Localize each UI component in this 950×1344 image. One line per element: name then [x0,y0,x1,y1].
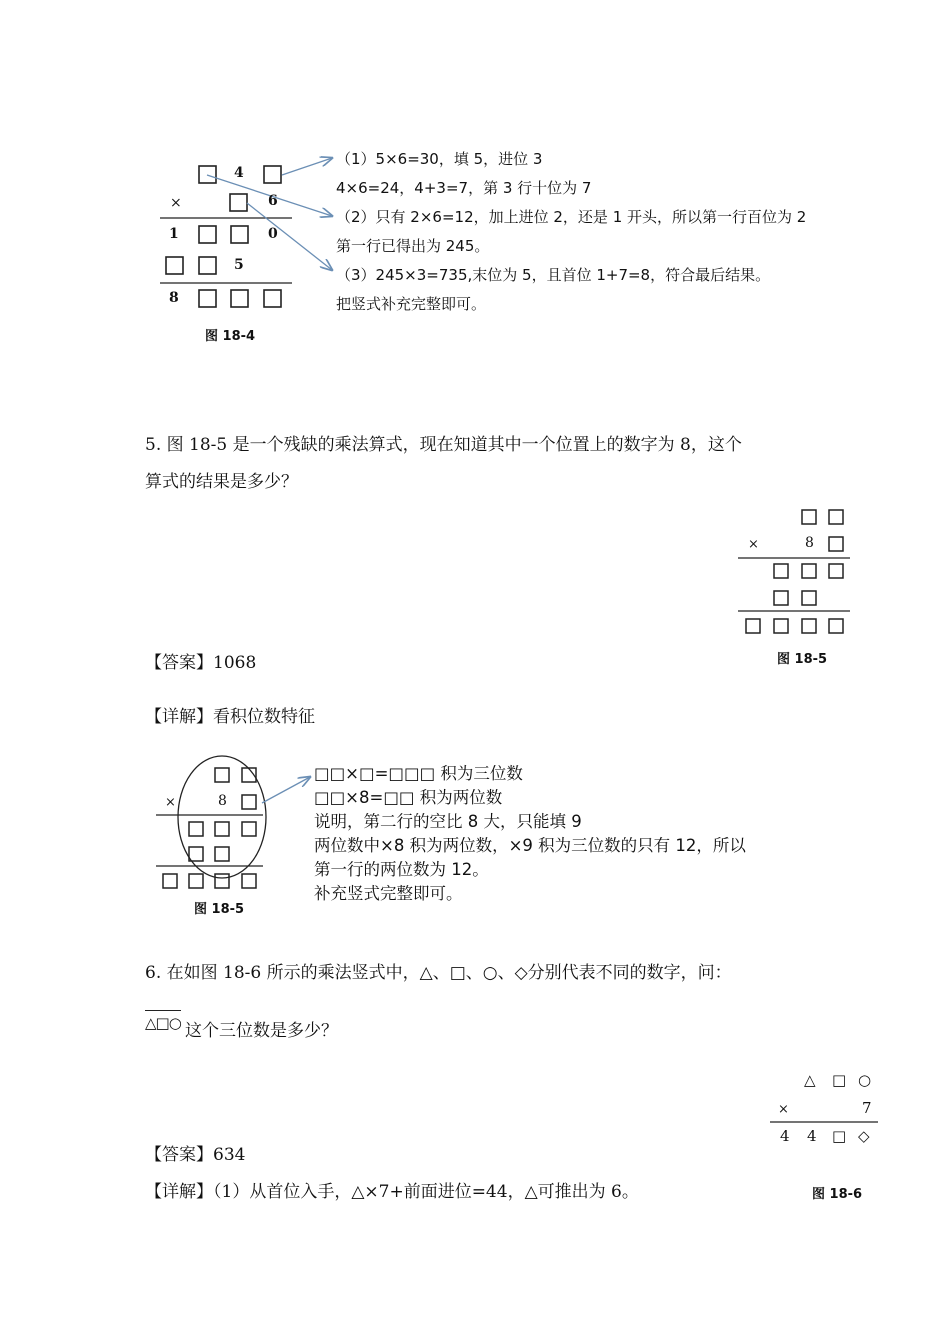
result-digit: 4 [780,1127,790,1145]
answer-6: 【答案】634 [145,1145,246,1165]
figure-caption: 图 18-5 [194,902,245,917]
question-6-line-1: 6. 在如图 18-6 所示的乘法竖式中，△、□、○、◇分别代表不同的数字，问： [145,963,732,983]
note-line: 4×6=24，4+3=7，第 3 行十位为 7 [336,179,592,197]
note-line: （3）245×3=735,末位为 5，且首位 1+7=8，符合最后结果。 [336,266,771,284]
question-6-line-2: 这个三位数是多少？ [185,1021,338,1041]
figure-caption: 图 18-5 [777,652,828,667]
detail-5: 【详解】看积位数特征 [145,707,315,727]
note-line: （1）5×6=30，填 5，进位 3 [336,150,543,168]
figure-caption: 图 18-6 [812,1187,863,1202]
times-sign: × [748,537,759,552]
note-line: 补充竖式完整即可。 [314,884,463,903]
digit: 8 [218,793,227,809]
overlined-symbols: △□○ [145,1010,181,1032]
answer-5: 【答案】1068 [145,653,257,673]
square-symbol: □ [832,1071,847,1089]
digit: 4 [234,165,244,181]
times-sign: × [778,1102,789,1117]
digit: 5 [234,257,244,273]
figure-caption: 图 18-4 [205,329,256,344]
note-line: （2）只有 2×6=12，加上进位 2，还是 1 开头，所以第一行百位为 2 [336,208,807,226]
note-line: □□×□=□□□ 积为三位数 [314,764,523,783]
square-symbol: □ [832,1127,847,1145]
note-line: □□×8=□□ 积为两位数 [314,788,503,807]
triangle-symbol: △ [804,1071,816,1089]
note-line: 第一行的两位数为 12。 [314,860,489,879]
note-line: 说明，第二行的空比 8 大，只能填 9 [314,812,582,831]
question-5-line-1: 5. 图 18-5 是一个残缺的乘法算式，现在知道其中一个位置上的数字为 8，这个 [145,435,742,455]
detail-6: 【详解】（1）从首位入手，△×7+前面进位=44，△可推出为 6。 [145,1182,639,1202]
digit: 8 [805,535,814,551]
digit: 1 [169,226,179,242]
digit: 6 [268,193,278,209]
circle-symbol: ○ [858,1071,872,1089]
digit: 8 [169,290,179,306]
result-digit: 4 [807,1127,817,1145]
question-5-line-2: 算式的结果是多少？ [145,472,298,492]
note-line: 把竖式补充完整即可。 [336,295,487,313]
times-sign: × [165,795,176,810]
digit: 0 [268,226,278,242]
diamond-symbol: ◇ [858,1127,870,1145]
note-line: 第一行已得出为 245。 [336,237,490,255]
note-line: 两位数中×8 积为两位数，×9 积为三位数的只有 12，所以 [314,836,746,855]
multiplier-digit: 7 [862,1099,872,1117]
times-sign: × [170,195,182,211]
